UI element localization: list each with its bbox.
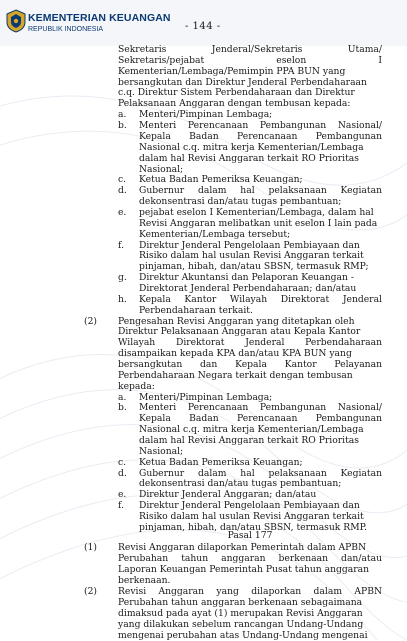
text-line: Direktur Pelaksanaan Anggaran atau Kepala Kantor [118, 326, 361, 338]
list-marker: h. [118, 293, 127, 305]
text-line: Direktur Jenderal Anggaran; dan/atau [139, 489, 317, 501]
text-line: Direktorat Jenderal Perbendaharaan; dan/atau [139, 282, 357, 294]
text-line: Direktur Jenderal Pengelolaan Pembiayaan dan [139, 239, 360, 251]
text-line: Menteri Perencanaan Pembangunan Nasional/ [139, 120, 382, 131]
text-line: Nasional c.q. mitra kerja Kementerian/Lembaga [139, 141, 364, 153]
text-line: Nasional; [139, 163, 184, 175]
text-line: Ketua Badan Pemeriksa Keuangan; [139, 456, 303, 468]
list-marker: e. [118, 206, 127, 218]
page-number: - 144 - [185, 21, 221, 32]
text-line: Pelaksanaan Anggaran dengan tembusan kepada: [118, 98, 351, 110]
text-line: pinjaman, hibah, dan/atau SBSN, termasuk RMP; [139, 261, 369, 273]
text-line: Wilayah Direktorat Jenderal Perbendaharaan [118, 337, 382, 349]
paragraph-number: (2) [84, 586, 98, 597]
text-line: Kementerian/Lembaga/Pemimpin PPA BUN yang [118, 65, 346, 77]
text-line: Direktur Jenderal Pengelolaan Pembiayaan dan [139, 500, 360, 512]
paragraph-number: (1) [84, 542, 98, 553]
text-line: dekonsentrasi dan/atau tugas pembantuan; [139, 196, 342, 207]
text-line: Risiko dalam hal usulan Revisi Anggaran terkait [139, 511, 364, 522]
text-line: Menteri/Pimpinan Lembaga; [139, 109, 273, 121]
text-line: dimaksud pada ayat (1) merupakan Revisi Anggaran [118, 608, 363, 619]
text-line: dalam hal Revisi Anggaran terkait RO Prioritas [139, 152, 359, 164]
text-line: Revisi Anggaran melibatkan unit eselon I lain pada [139, 217, 378, 229]
list-marker: c. [118, 456, 127, 468]
text-line: Nasional; [139, 445, 184, 457]
list-marker: f. [118, 239, 124, 251]
text-line: c.q. Direktur Sistem Perbendaharaan dan Direktur [118, 87, 355, 99]
text-line: Ketua Badan Pemeriksa Keuangan; [139, 174, 303, 186]
list-marker: a. [118, 109, 127, 121]
list-marker: c. [118, 174, 127, 186]
text-line: Revisi Anggaran yang dilaporkan dalam APBN [118, 586, 382, 597]
paragraph-number: (2) [84, 315, 98, 327]
text-line: Menteri Perencanaan Pembangunan Nasional/ [139, 402, 382, 414]
brand-sub: REPUBLIK INDONESIA [28, 25, 104, 33]
text-line: dalam hal Revisi Anggaran terkait RO Prioritas [139, 435, 359, 446]
text-line: Perbendaharaan terkait. [139, 304, 253, 316]
text-line: Perubahan tahun anggaran berkenaan sebagaimana [118, 597, 363, 608]
brand-main: KEMENTERIAN KEUANGAN [28, 12, 171, 24]
article-heading: Pasal 177 [227, 530, 273, 541]
text-line: bersangkutan dan Kepala Kantor Pelayanan [118, 358, 382, 370]
text-line: dekonsentrasi dan/atau tugas pembantuan; [139, 478, 342, 490]
text-line: Sekretaris/pejabat eselon I [118, 54, 382, 66]
text-line: pejabat eselon I Kementerian/Lembaga, dalam hal [139, 206, 374, 218]
text-line: Kementerian/Lembaga tersebut; [139, 228, 291, 240]
text-line: Pengesahan Revisi Anggaran yang ditetapkan oleh [118, 315, 355, 327]
text-line: Gubernur dalam hal pelaksanaan Kegiatan [139, 185, 382, 197]
text-line: Nasional c.q. mitra kerja Kementerian/Lembaga [139, 424, 364, 436]
text-line: Laporan Keuangan Pemerintah Pusat tahun anggaran [118, 564, 370, 575]
text-line: disampaikan kepada KPA dan/atau KPA BUN yang [118, 348, 352, 360]
text-line: Perubahan tahun anggaran berkenaan dan/atau [118, 553, 382, 564]
list-marker: e. [118, 489, 127, 501]
text-line: Kepala Badan Perencanaan Pembangunan [139, 130, 382, 142]
text-line: Direktur Akuntansi dan Pelaporan Keuangan - [139, 272, 354, 284]
list-marker: a. [118, 391, 127, 403]
text-line: Menteri/Pimpinan Lembaga; [139, 391, 273, 403]
text-line: kepada: [118, 380, 155, 392]
list-marker: d. [118, 185, 127, 197]
text-line: Kepala Kantor Wilayah Direktorat Jenderal [139, 293, 382, 305]
list-marker: d. [118, 467, 127, 479]
text-line: Kepala Badan Perencanaan Pembangunan [139, 413, 382, 425]
list-marker: b. [118, 120, 127, 131]
text-line: Perbendaharaan Negara terkait dengan tembusan [118, 369, 353, 381]
text-line: Gubernur dalam hal pelaksanaan Kegiatan [139, 467, 382, 479]
list-marker: g. [118, 272, 127, 284]
text-line: Sekretaris Jenderal/Sekretaris Utama/ [118, 44, 382, 55]
text-line: Risiko dalam hal usulan Revisi Anggaran terkait [139, 250, 364, 262]
text-line: mengenai perubahan atas Undang-Undang mengenai [118, 630, 368, 641]
list-marker: f. [118, 500, 124, 512]
text-line: yang dilakukan sebelum rancangan Undang-Undang [118, 619, 364, 630]
text-line: bersangkutan dan Direktur Jenderal Perbendaharaan [118, 76, 367, 88]
text-line: pinjaman, hibah, dan/atau SBSN, termasuk RMP. [139, 521, 367, 533]
text-line: Revisi Anggaran dilaporkan Pemerintah dalam APBN [118, 542, 367, 553]
text-line: berkenaan. [118, 575, 171, 586]
list-marker: b. [118, 402, 127, 414]
